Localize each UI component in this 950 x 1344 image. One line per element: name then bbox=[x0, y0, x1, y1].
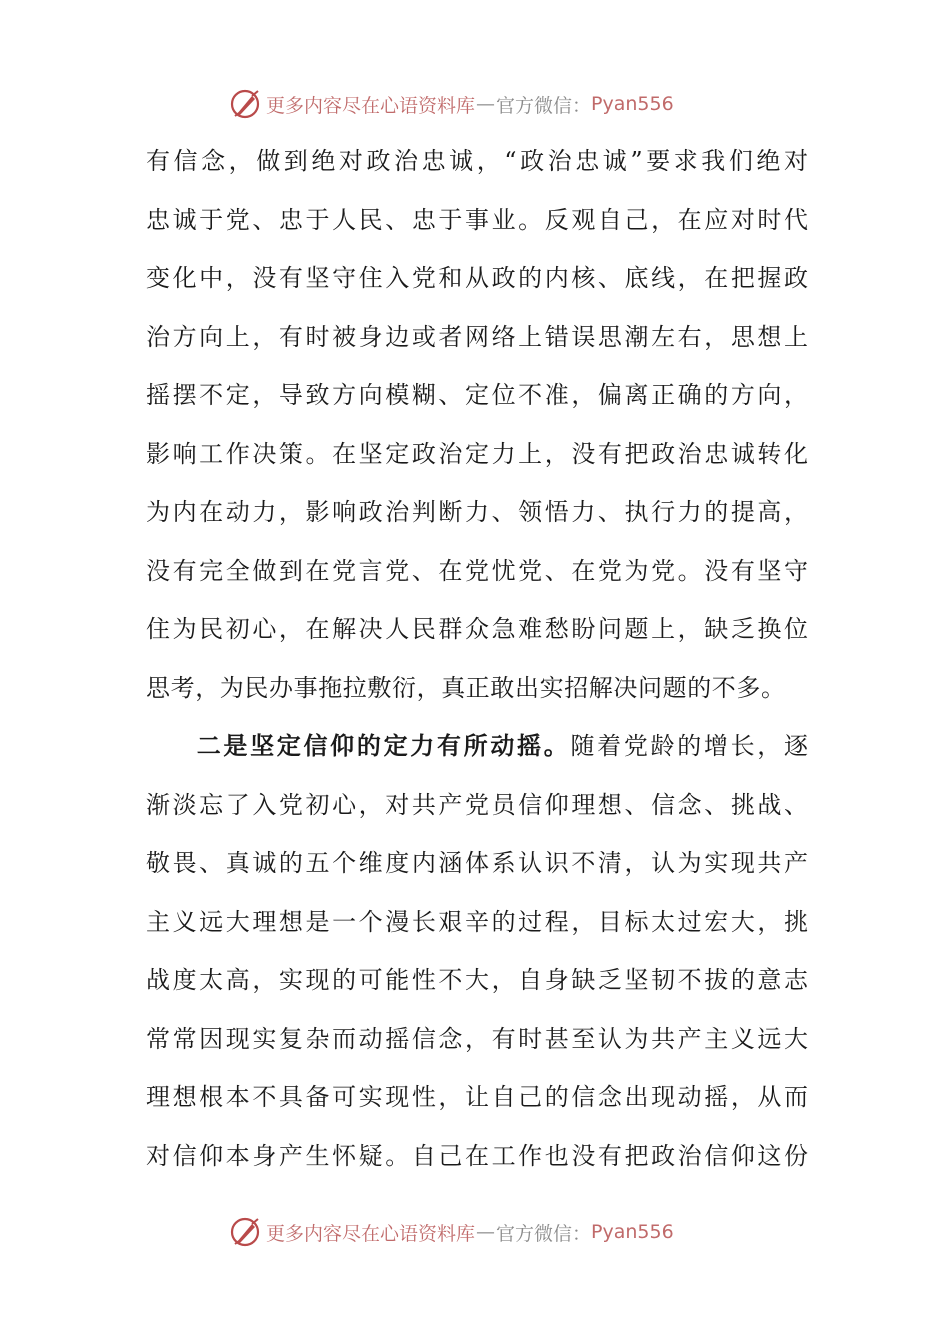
body-line: 渐淡忘了入党初心，对共产党员信仰理想、信念、挑战、 bbox=[146, 790, 808, 819]
body-line: 常常因现实复杂而动摇信念，有时甚至认为共产主义远大 bbox=[146, 1024, 808, 1053]
body-line: 忠诚于党、忠于人民、忠于事业。反观自己，在应对时代 bbox=[146, 205, 808, 234]
paragraph-2-first-line bbox=[146, 717, 808, 776]
body-line: 变化中，没有坚守住入党和从政的内核、底线，在把握政 bbox=[146, 264, 808, 292]
watermark-dash: — bbox=[476, 1221, 496, 1243]
watermark-sub-text: 官方微信： bbox=[496, 94, 592, 117]
paragraph-heading: 二是坚定信仰的定力有所动摇。 bbox=[194, 732, 571, 760]
body-line: 为内在动力，影响政治判断力、领悟力、执行力的提高， bbox=[146, 498, 808, 526]
watermark-brand-text: 更多内容尽在心语资料库 bbox=[266, 94, 476, 117]
body-line: 没有完全做到在党言党、在党忧党、在党为党。没有坚守 bbox=[146, 556, 808, 585]
body-line: 治方向上，有时被身边或者网络上错误思潮左右，思想上 bbox=[146, 322, 808, 351]
body-line: 主义远大理想是一个漫长艰辛的过程，目标太过宏大，挑 bbox=[146, 907, 808, 936]
footer-watermark bbox=[228, 1212, 674, 1252]
watermark-brand-text: 更多内容尽在心语资料库 bbox=[266, 1222, 476, 1245]
document-body bbox=[146, 132, 808, 1185]
quill-pen-circle-icon bbox=[228, 1215, 262, 1249]
body-line: 敬畏、真诚的五个维度内涵体系认识不清，认为实现共产 bbox=[146, 849, 808, 877]
body-line: 有信念，做到绝对政治忠诚，“政治忠诚”要求我们绝对 bbox=[146, 147, 808, 175]
body-line: 战度太高，实现的可能性不大，自身缺乏坚韧不拔的意志 bbox=[146, 966, 808, 994]
body-line: 住为民初心，在解决人民群众急难愁盼问题上，缺乏换位 bbox=[146, 615, 808, 643]
watermark-dash: — bbox=[476, 93, 496, 115]
watermark-wechat-id: Pyan556 bbox=[591, 93, 674, 115]
body-line-paragraph-end: 思考，为民办事拖拉敷衍，真正敢出实招解决问题的不多。 bbox=[146, 673, 786, 702]
watermark-wechat-id: Pyan556 bbox=[591, 1221, 674, 1243]
body-line: 影响工作决策。在坚定政治定力上，没有把政治忠诚转化 bbox=[146, 439, 808, 468]
quill-pen-circle-icon bbox=[228, 87, 262, 121]
body-line: 对信仰本身产生怀疑。自己在工作也没有把政治信仰这份 bbox=[146, 1141, 808, 1170]
watermark-sub-text: 官方微信： bbox=[496, 1222, 592, 1245]
header-watermark bbox=[228, 84, 674, 124]
body-line: 理想根本不具备可实现性，让自己的信念出现动摇，从而 bbox=[146, 1083, 808, 1111]
body-line-text: 随着党龄的增长，逐 bbox=[570, 732, 809, 760]
body-line: 摇摆不定，导致方向模糊、定位不准，偏离正确的方向， bbox=[146, 381, 808, 409]
